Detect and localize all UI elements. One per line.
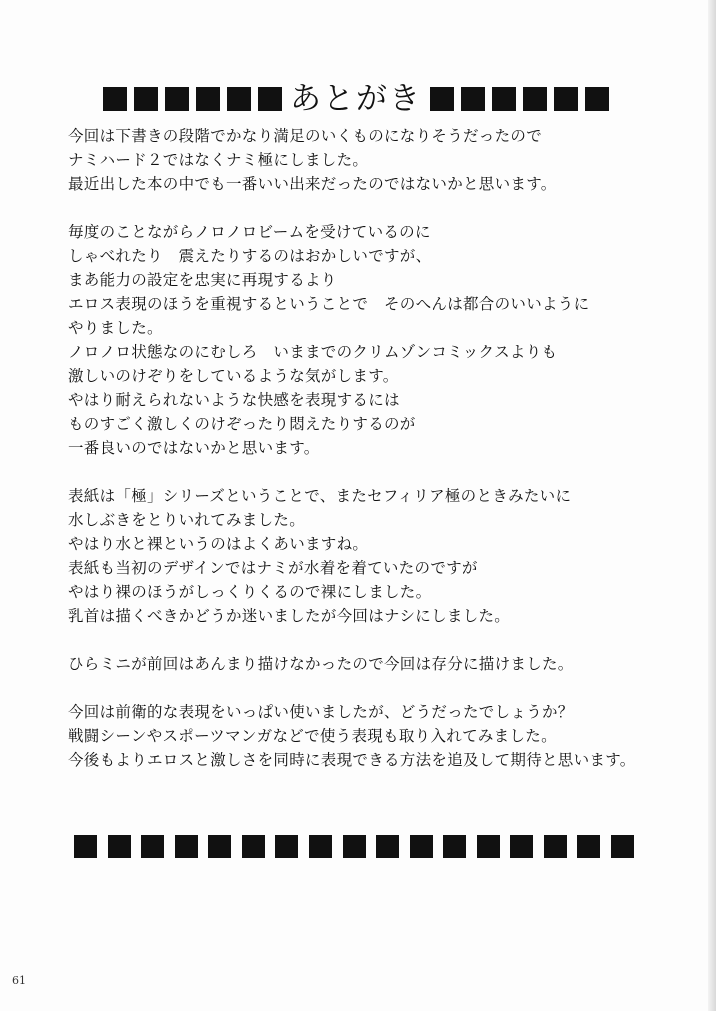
black-square-ornament — [275, 835, 298, 858]
black-square-ornament — [443, 835, 466, 858]
text-line: やはり水と裸というのはよくあいますね。 — [68, 535, 369, 553]
text-line: 最近出した本の中でも一番いい出来だったのではないかと思います。 — [68, 175, 557, 193]
black-square-ornament — [477, 835, 500, 858]
text-line: ものすごく激しくのけぞったり悶えたりするのが — [68, 415, 416, 433]
afterword-body — [68, 124, 688, 796]
black-square-ornament — [410, 835, 433, 858]
paragraph — [68, 652, 688, 676]
text-line: 戦闘シーンやスポーツマンガなどで使う表現も取り入れてみました。 — [68, 727, 557, 745]
text-line: 今後もよりエロスと激しさを同時に表現できる方法を追及して期待と思います。 — [68, 751, 636, 769]
text-line: ひらミニが前回はあんまり描けなかったので今回は存分に描けました。 — [68, 655, 574, 673]
black-square-ornament — [258, 87, 282, 111]
black-square-ornament — [134, 87, 158, 111]
black-square-ornament — [196, 87, 220, 111]
text-line: 表紙も当初のデザインではナミが水着を着ていたのですが — [68, 559, 478, 577]
text-line: 毎度のことながらノロノロビームを受けているのに — [68, 223, 431, 241]
text-line: ナミハード２ではなくナミ極にしました。 — [68, 151, 369, 169]
black-square-ornament — [577, 835, 600, 858]
black-square-ornament — [227, 87, 251, 111]
black-square-ornament — [74, 835, 97, 858]
black-square-ornament — [108, 835, 131, 858]
page-title: あとがき — [290, 81, 422, 117]
black-square-ornament — [175, 835, 198, 858]
black-square-ornament — [585, 87, 609, 111]
black-square-ornament — [430, 87, 454, 111]
text-line: 表紙は「極」シリーズということで、またセフィリア極のときみたいに — [68, 487, 572, 505]
text-line: エロス表現のほうを重視するということで そのへんは都合のいいように — [68, 295, 590, 313]
text-line: しゃべれたり 震えたりするのはおかしいですが、 — [68, 247, 432, 265]
black-square-ornament — [208, 835, 231, 858]
text-line: 乳首は描くべきかどうか迷いましたが今回はナシにしました。 — [68, 607, 511, 625]
text-line: ノロノロ状態なのにむしろ いままでのクリムゾンコミックスよりも — [68, 343, 558, 361]
black-square-ornament — [309, 835, 332, 858]
black-square-ornament — [544, 835, 567, 858]
text-line: まあ能力の設定を忠実に再現するより — [68, 271, 337, 289]
black-square-ornament — [611, 835, 634, 858]
black-square-ornament — [343, 835, 366, 858]
black-square-ornament — [165, 87, 189, 111]
black-square-ornament — [510, 835, 533, 858]
text-line: 今回は前衛的な表現をいっぱい使いましたが、どうだったでしょうか？ — [68, 703, 574, 721]
black-square-ornament — [492, 87, 516, 111]
black-square-ornament — [523, 87, 547, 111]
heading-row — [86, 78, 626, 120]
black-square-ornament — [242, 835, 265, 858]
paragraph — [68, 124, 688, 196]
black-square-ornament — [376, 835, 399, 858]
heading-squares-right — [430, 87, 609, 111]
heading-squares-left — [103, 87, 282, 111]
black-square-ornament — [141, 835, 164, 858]
text-line: 激しいのけぞりをしているような気がします。 — [68, 367, 399, 385]
black-square-ornament — [461, 87, 485, 111]
paragraph — [68, 484, 688, 628]
text-line: 今回は下書きの段階でかなり満足のいくものになりそうだったので — [68, 127, 543, 145]
text-line: やりました。 — [68, 319, 163, 337]
paragraph — [68, 220, 688, 460]
black-square-ornament — [103, 87, 127, 111]
black-square-ornament — [554, 87, 578, 111]
bottom-divider — [74, 835, 634, 861]
text-line: 水しぶきをとりいれてみました。 — [68, 511, 306, 529]
paragraph — [68, 700, 688, 772]
text-line: やはり裸のほうがしっくりくるので裸にしました。 — [68, 583, 432, 601]
page-edge-shadow — [708, 0, 716, 1011]
text-line: やはり耐えられないような快感を表現するには — [68, 391, 400, 409]
text-line: 一番良いのではないかと思います。 — [68, 439, 320, 457]
page-number: 61 — [12, 974, 26, 987]
